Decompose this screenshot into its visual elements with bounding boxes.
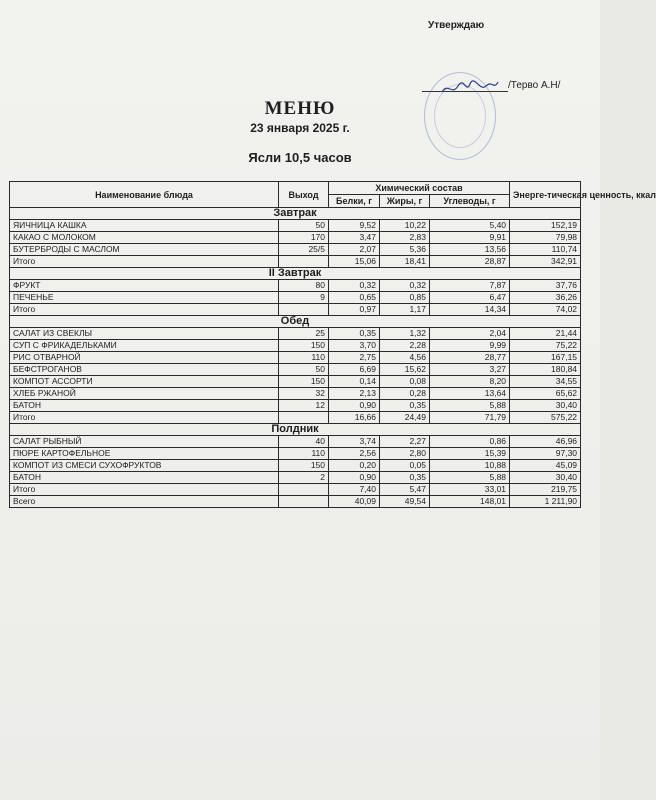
grand-total-fat: 49,54 [380,496,430,508]
header-output: Выход [279,182,329,208]
dish-name: КОМПОТ ИЗ СМЕСИ СУХОФРУКТОВ [10,460,279,472]
dish-energy: 37,76 [510,280,581,292]
dish-name: БЕФСТРОГАНОВ [10,364,279,376]
dish-protein: 0,35 [329,328,380,340]
menu-table-body [10,208,581,508]
dish-output: 40 [279,436,329,448]
dish-energy: 45,09 [510,460,581,472]
dish-protein: 0,20 [329,460,380,472]
dish-protein: 2,56 [329,448,380,460]
dish-fat: 0,35 [380,400,430,412]
dish-output: 2 [279,472,329,484]
dish-output: 9 [279,292,329,304]
dish-energy: 34,55 [510,376,581,388]
dish-fat: 0,85 [380,292,430,304]
dish-protein: 0,32 [329,280,380,292]
table-row [10,220,581,232]
dish-output: 25 [279,328,329,340]
menu-table-header [10,182,656,208]
dish-fat: 1,32 [380,328,430,340]
dish-fat: 4,56 [380,352,430,364]
table-row [10,244,581,256]
section-row [10,316,581,328]
dish-name: КАКАО С МОЛОКОМ [10,232,279,244]
table-row [10,400,581,412]
total-fat: 5,47 [380,484,430,496]
signatory-name: /Терво А.Н/ [508,80,561,91]
dish-fat: 2,27 [380,436,430,448]
table-row [10,328,581,340]
dish-energy: 167,15 [510,352,581,364]
table-row [10,352,581,364]
dish-carbs: 5,88 [430,472,510,484]
dish-output: 32 [279,388,329,400]
table-row [10,364,581,376]
grand-total-carbs: 148,01 [430,496,510,508]
dish-fat: 15,62 [380,364,430,376]
table-row [10,232,581,244]
dish-protein: 2,13 [329,388,380,400]
dish-energy: 110,74 [510,244,581,256]
total-carbs: 33,01 [430,484,510,496]
dish-carbs: 8,20 [430,376,510,388]
total-output-empty [279,304,329,316]
dish-output: 50 [279,364,329,376]
dish-fat: 10,22 [380,220,430,232]
dish-name: САЛАТ ИЗ СВЕКЛЫ [10,328,279,340]
dish-carbs: 5,40 [430,220,510,232]
total-energy: 342,91 [510,256,581,268]
dish-fat: 0,08 [380,376,430,388]
dish-fat: 2,28 [380,340,430,352]
total-fat: 24,49 [380,412,430,424]
dish-protein: 0,65 [329,292,380,304]
total-fat: 18,41 [380,256,430,268]
total-output-empty [279,484,329,496]
dish-carbs: 6,47 [430,292,510,304]
dish-energy: 75,22 [510,340,581,352]
dish-output: 50 [279,220,329,232]
dish-fat: 2,80 [380,448,430,460]
grand-total-protein: 40,09 [329,496,380,508]
dish-carbs: 5,88 [430,400,510,412]
section-row [10,208,581,220]
dish-output: 170 [279,232,329,244]
total-energy: 219,75 [510,484,581,496]
dish-output: 150 [279,460,329,472]
dish-carbs: 9,91 [430,232,510,244]
dish-name: ХЛЕБ РЖАНОЙ [10,388,279,400]
table-row [10,388,581,400]
dish-fat: 5,36 [380,244,430,256]
dish-name: ПЮРЕ КАРТОФЕЛЬНОЕ [10,448,279,460]
table-row [10,436,581,448]
section-row [10,424,581,436]
dish-protein: 2,75 [329,352,380,364]
dish-energy: 180,84 [510,364,581,376]
dish-name: ФРУКТ [10,280,279,292]
group-title: Ясли 10,5 часов [248,150,352,165]
table-row [10,460,581,472]
total-energy: 575,22 [510,412,581,424]
dish-energy: 30,40 [510,400,581,412]
dish-energy: 36,26 [510,292,581,304]
dish-output: 150 [279,376,329,388]
signature-icon [440,78,500,98]
total-row [10,304,581,316]
dish-energy: 46,96 [510,436,581,448]
total-label: Итого [10,484,279,496]
dish-fat: 0,35 [380,472,430,484]
dish-protein: 3,47 [329,232,380,244]
section-title: II Завтрак [10,268,581,280]
grand-total-label: Всего [10,496,279,508]
dish-name: КОМПОТ АССОРТИ [10,376,279,388]
dish-name: ЯИЧНИЦА КАШКА [10,220,279,232]
header-chemical-composition: Химический состав [329,182,510,195]
dish-protein: 3,74 [329,436,380,448]
dish-name: САЛАТ РЫБНЫЙ [10,436,279,448]
dish-carbs: 7,87 [430,280,510,292]
header-fat: Жиры, г [380,195,430,208]
section-title: Завтрак [10,208,581,220]
menu-table [9,181,656,508]
dish-output: 110 [279,448,329,460]
dish-protein: 0,14 [329,376,380,388]
dish-carbs: 13,56 [430,244,510,256]
table-row [10,472,581,484]
page-title: МЕНЮ [264,98,336,119]
total-output-empty [279,412,329,424]
dish-carbs: 9,99 [430,340,510,352]
dish-energy: 21,44 [510,328,581,340]
dish-energy: 152,19 [510,220,581,232]
dish-energy: 79,98 [510,232,581,244]
header-energy: Энерге-тическая ценность, ккал [510,182,581,208]
dish-output: 110 [279,352,329,364]
dish-carbs: 28,77 [430,352,510,364]
dish-name: ПЕЧЕНЬЕ [10,292,279,304]
dish-fat: 0,28 [380,388,430,400]
dish-protein: 3,70 [329,340,380,352]
total-row [10,256,581,268]
total-label: Итого [10,304,279,316]
total-label: Итого [10,256,279,268]
dish-energy: 97,30 [510,448,581,460]
total-carbs: 71,79 [430,412,510,424]
dish-output: 12 [279,400,329,412]
total-energy: 74,02 [510,304,581,316]
total-carbs: 28,87 [430,256,510,268]
section-title: Обед [10,316,581,328]
total-output-empty [279,256,329,268]
header-protein: Белки, г [329,195,380,208]
table-row [10,280,581,292]
dish-protein: 0,90 [329,472,380,484]
grand-total-output-empty [279,496,329,508]
header-dish-name: Наименование блюда [10,182,279,208]
section-title: Полдник [10,424,581,436]
dish-protein: 2,07 [329,244,380,256]
dish-energy: 30,40 [510,472,581,484]
dish-carbs: 13,64 [430,388,510,400]
dish-fat: 0,32 [380,280,430,292]
table-row [10,340,581,352]
dish-output: 80 [279,280,329,292]
total-protein: 7,40 [329,484,380,496]
table-row [10,292,581,304]
dish-protein: 9,52 [329,220,380,232]
dish-output: 150 [279,340,329,352]
section-row [10,268,581,280]
dish-fat: 0,05 [380,460,430,472]
dish-carbs: 10,88 [430,460,510,472]
table-row [10,448,581,460]
total-protein: 16,66 [329,412,380,424]
dish-carbs: 15,39 [430,448,510,460]
dish-output: 25/5 [279,244,329,256]
table-row [10,376,581,388]
dish-name: БУТЕРБРОДЫ С МАСЛОМ [10,244,279,256]
dish-carbs: 2,04 [430,328,510,340]
dish-carbs: 0,86 [430,436,510,448]
dish-protein: 0,90 [329,400,380,412]
dish-fat: 2,83 [380,232,430,244]
grand-total-energy: 1 211,90 [510,496,581,508]
total-protein: 0,97 [329,304,380,316]
grand-total-row [10,496,581,508]
total-row [10,484,581,496]
approve-label: Утверждаю [428,20,485,31]
dish-protein: 6,69 [329,364,380,376]
total-fat: 1,17 [380,304,430,316]
dish-name: РИС ОТВАРНОЙ [10,352,279,364]
dish-name: СУП С ФРИКАДЕЛЬКАМИ [10,340,279,352]
total-label: Итого [10,412,279,424]
menu-date: 23 января 2025 г. [250,121,350,135]
total-protein: 15,06 [329,256,380,268]
dish-name: БАТОН [10,400,279,412]
total-row [10,412,581,424]
dish-carbs: 3,27 [430,364,510,376]
dish-name: БАТОН [10,472,279,484]
dish-energy: 65,62 [510,388,581,400]
header-carbs: Углеводы, г [430,195,510,208]
total-carbs: 14,34 [430,304,510,316]
